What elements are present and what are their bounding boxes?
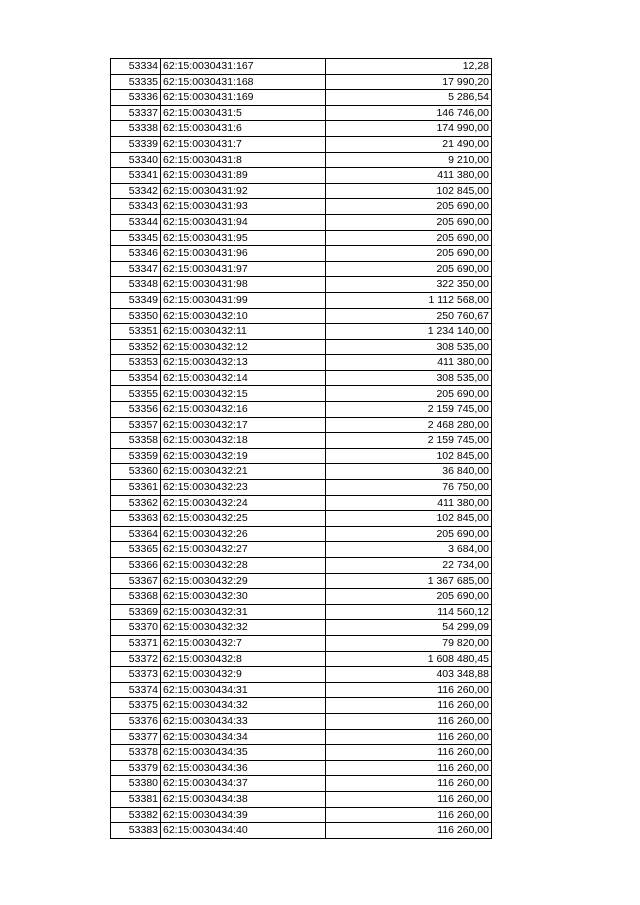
table-row (111, 448, 492, 464)
cadastral-value-cell: 116 260,00 (326, 698, 492, 714)
cadastral-number-cell: 62:15:0030434:39 (161, 807, 326, 823)
table-row (111, 105, 492, 121)
cadastral-number-cell: 62:15:0030432:31 (161, 604, 326, 620)
row-number-cell: 53354 (111, 370, 161, 386)
table-row (111, 823, 492, 839)
table-row (111, 760, 492, 776)
row-number-cell: 53341 (111, 168, 161, 184)
cadastral-number-cell: 62:15:0030434:32 (161, 698, 326, 714)
cadastral-value-cell: 2 159 745,00 (326, 433, 492, 449)
cadastral-value-cell: 205 690,00 (326, 589, 492, 605)
row-number-cell: 53367 (111, 573, 161, 589)
cadastral-value-table (110, 58, 492, 839)
row-number-cell: 53344 (111, 214, 161, 230)
cadastral-value-cell: 102 845,00 (326, 511, 492, 527)
table-row (111, 776, 492, 792)
cadastral-number-cell: 62:15:0030434:40 (161, 823, 326, 839)
cadastral-value-cell: 205 690,00 (326, 230, 492, 246)
table-row (111, 168, 492, 184)
table-body (111, 59, 492, 839)
row-number-cell: 53376 (111, 713, 161, 729)
cadastral-value-cell: 36 840,00 (326, 464, 492, 480)
cadastral-value-cell: 116 260,00 (326, 713, 492, 729)
cadastral-number-cell: 62:15:0030432:32 (161, 620, 326, 636)
cadastral-number-cell: 62:15:0030432:26 (161, 526, 326, 542)
table-row (111, 745, 492, 761)
row-number-cell: 53368 (111, 589, 161, 605)
cadastral-number-cell: 62:15:0030431:5 (161, 105, 326, 121)
cadastral-value-cell: 9 210,00 (326, 152, 492, 168)
table-row (111, 386, 492, 402)
cadastral-value-cell: 12,28 (326, 59, 492, 75)
table-row (111, 573, 492, 589)
cadastral-number-cell: 62:15:0030431:8 (161, 152, 326, 168)
cadastral-number-cell: 62:15:0030434:33 (161, 713, 326, 729)
table-row (111, 370, 492, 386)
row-number-cell: 53364 (111, 526, 161, 542)
cadastral-number-cell: 62:15:0030431:97 (161, 261, 326, 277)
row-number-cell: 53365 (111, 542, 161, 558)
table-row (111, 261, 492, 277)
table-row (111, 464, 492, 480)
row-number-cell: 53349 (111, 292, 161, 308)
cadastral-number-cell: 62:15:0030431:168 (161, 74, 326, 90)
row-number-cell: 53377 (111, 729, 161, 745)
cadastral-number-cell: 62:15:0030432:23 (161, 480, 326, 496)
table-row (111, 713, 492, 729)
cadastral-number-cell: 62:15:0030431:89 (161, 168, 326, 184)
cadastral-number-cell: 62:15:0030432:30 (161, 589, 326, 605)
table-row (111, 620, 492, 636)
cadastral-value-cell: 1 608 480,45 (326, 651, 492, 667)
row-number-cell: 53352 (111, 339, 161, 355)
cadastral-value-cell: 205 690,00 (326, 261, 492, 277)
cadastral-value-cell: 411 380,00 (326, 168, 492, 184)
row-number-cell: 53382 (111, 807, 161, 823)
cadastral-value-cell: 116 260,00 (326, 760, 492, 776)
cadastral-value-cell: 17 990,20 (326, 74, 492, 90)
cadastral-number-cell: 62:15:0030434:31 (161, 682, 326, 698)
row-number-cell: 53342 (111, 183, 161, 199)
row-number-cell: 53370 (111, 620, 161, 636)
table-row (111, 230, 492, 246)
row-number-cell: 53379 (111, 760, 161, 776)
table-row (111, 199, 492, 215)
cadastral-number-cell: 62:15:0030432:16 (161, 402, 326, 418)
table-row (111, 402, 492, 418)
cadastral-number-cell: 62:15:0030431:169 (161, 90, 326, 106)
row-number-cell: 53380 (111, 776, 161, 792)
cadastral-value-cell: 1 367 685,00 (326, 573, 492, 589)
table-row (111, 136, 492, 152)
cadastral-value-cell: 102 845,00 (326, 183, 492, 199)
row-number-cell: 53345 (111, 230, 161, 246)
table-row (111, 339, 492, 355)
table-row (111, 59, 492, 75)
table-row (111, 667, 492, 683)
cadastral-number-cell: 62:15:0030432:18 (161, 433, 326, 449)
cadastral-number-cell: 62:15:0030432:12 (161, 339, 326, 355)
cadastral-number-cell: 62:15:0030432:28 (161, 558, 326, 574)
row-number-cell: 53383 (111, 823, 161, 839)
table-row (111, 417, 492, 433)
row-number-cell: 53358 (111, 433, 161, 449)
cadastral-value-cell: 1 112 568,00 (326, 292, 492, 308)
row-number-cell: 53373 (111, 667, 161, 683)
table-row (111, 324, 492, 340)
cadastral-value-cell: 116 260,00 (326, 745, 492, 761)
row-number-cell: 53336 (111, 90, 161, 106)
row-number-cell: 53372 (111, 651, 161, 667)
cadastral-value-cell: 21 490,00 (326, 136, 492, 152)
row-number-cell: 53348 (111, 277, 161, 293)
row-number-cell: 53360 (111, 464, 161, 480)
cadastral-value-cell: 116 260,00 (326, 823, 492, 839)
row-number-cell: 53374 (111, 682, 161, 698)
row-number-cell: 53357 (111, 417, 161, 433)
row-number-cell: 53353 (111, 355, 161, 371)
row-number-cell: 53347 (111, 261, 161, 277)
table-row (111, 214, 492, 230)
cadastral-number-cell: 62:15:0030431:6 (161, 121, 326, 137)
row-number-cell: 53356 (111, 402, 161, 418)
row-number-cell: 53371 (111, 635, 161, 651)
cadastral-value-cell: 114 560,12 (326, 604, 492, 620)
cadastral-value-cell: 5 286,54 (326, 90, 492, 106)
cadastral-value-cell: 79 820,00 (326, 635, 492, 651)
cadastral-value-cell: 116 260,00 (326, 729, 492, 745)
cadastral-number-cell: 62:15:0030434:34 (161, 729, 326, 745)
cadastral-value-cell: 411 380,00 (326, 495, 492, 511)
row-number-cell: 53355 (111, 386, 161, 402)
row-number-cell: 53340 (111, 152, 161, 168)
table-row (111, 698, 492, 714)
cadastral-number-cell: 62:15:0030432:10 (161, 308, 326, 324)
cadastral-value-cell: 205 690,00 (326, 386, 492, 402)
cadastral-value-cell: 205 690,00 (326, 526, 492, 542)
row-number-cell: 53361 (111, 480, 161, 496)
cadastral-value-cell: 250 760,67 (326, 308, 492, 324)
cadastral-number-cell: 62:15:0030432:17 (161, 417, 326, 433)
table-row (111, 292, 492, 308)
cadastral-value-cell: 205 690,00 (326, 199, 492, 215)
row-number-cell: 53339 (111, 136, 161, 152)
row-number-cell: 53359 (111, 448, 161, 464)
cadastral-value-cell: 411 380,00 (326, 355, 492, 371)
table-row (111, 277, 492, 293)
cadastral-number-cell: 62:15:0030431:96 (161, 246, 326, 262)
table-row (111, 791, 492, 807)
table-row (111, 246, 492, 262)
cadastral-number-cell: 62:15:0030432:14 (161, 370, 326, 386)
row-number-cell: 53378 (111, 745, 161, 761)
cadastral-number-cell: 62:15:0030431:95 (161, 230, 326, 246)
cadastral-number-cell: 62:15:0030432:13 (161, 355, 326, 371)
cadastral-number-cell: 62:15:0030432:11 (161, 324, 326, 340)
cadastral-value-cell: 146 746,00 (326, 105, 492, 121)
row-number-cell: 53338 (111, 121, 161, 137)
cadastral-number-cell: 62:15:0030434:35 (161, 745, 326, 761)
table-row (111, 152, 492, 168)
cadastral-value-cell: 102 845,00 (326, 448, 492, 464)
table-row (111, 495, 492, 511)
cadastral-number-cell: 62:15:0030432:29 (161, 573, 326, 589)
cadastral-value-cell: 116 260,00 (326, 682, 492, 698)
row-number-cell: 53363 (111, 511, 161, 527)
table-row (111, 183, 492, 199)
cadastral-value-cell: 22 734,00 (326, 558, 492, 574)
row-number-cell: 53369 (111, 604, 161, 620)
table-row (111, 682, 492, 698)
cadastral-value-cell: 116 260,00 (326, 807, 492, 823)
cadastral-number-cell: 62:15:0030431:92 (161, 183, 326, 199)
cadastral-number-cell: 62:15:0030431:94 (161, 214, 326, 230)
cadastral-value-cell: 403 348,88 (326, 667, 492, 683)
table-row (111, 542, 492, 558)
table-row (111, 308, 492, 324)
cadastral-number-cell: 62:15:0030432:9 (161, 667, 326, 683)
row-number-cell: 53375 (111, 698, 161, 714)
cadastral-value-cell: 2 468 280,00 (326, 417, 492, 433)
table-row (111, 433, 492, 449)
cadastral-number-cell: 62:15:0030432:15 (161, 386, 326, 402)
cadastral-number-cell: 62:15:0030432:8 (161, 651, 326, 667)
table-row (111, 526, 492, 542)
cadastral-value-cell: 205 690,00 (326, 246, 492, 262)
cadastral-value-cell: 116 260,00 (326, 791, 492, 807)
row-number-cell: 53343 (111, 199, 161, 215)
table-row (111, 121, 492, 137)
row-number-cell: 53334 (111, 59, 161, 75)
table-row (111, 807, 492, 823)
cadastral-value-cell: 1 234 140,00 (326, 324, 492, 340)
table-row (111, 635, 492, 651)
table-row (111, 355, 492, 371)
table-row (111, 729, 492, 745)
cadastral-value-cell: 76 750,00 (326, 480, 492, 496)
row-number-cell: 53350 (111, 308, 161, 324)
cadastral-value-cell: 174 990,00 (326, 121, 492, 137)
row-number-cell: 53346 (111, 246, 161, 262)
row-number-cell: 53362 (111, 495, 161, 511)
cadastral-value-cell: 2 159 745,00 (326, 402, 492, 418)
row-number-cell: 53351 (111, 324, 161, 340)
cadastral-number-cell: 62:15:0030432:7 (161, 635, 326, 651)
cadastral-number-cell: 62:15:0030431:167 (161, 59, 326, 75)
cadastral-value-cell: 54 299,09 (326, 620, 492, 636)
cadastral-number-cell: 62:15:0030431:99 (161, 292, 326, 308)
cadastral-number-cell: 62:15:0030432:19 (161, 448, 326, 464)
table-row (111, 589, 492, 605)
row-number-cell: 53335 (111, 74, 161, 90)
cadastral-number-cell: 62:15:0030431:93 (161, 199, 326, 215)
table-row (111, 90, 492, 106)
cadastral-number-cell: 62:15:0030434:38 (161, 791, 326, 807)
row-number-cell: 53366 (111, 558, 161, 574)
cadastral-value-cell: 3 684,00 (326, 542, 492, 558)
cadastral-number-cell: 62:15:0030434:37 (161, 776, 326, 792)
cadastral-value-cell: 205 690,00 (326, 214, 492, 230)
cadastral-number-cell: 62:15:0030432:24 (161, 495, 326, 511)
table-row (111, 480, 492, 496)
table-row (111, 74, 492, 90)
cadastral-number-cell: 62:15:0030432:25 (161, 511, 326, 527)
cadastral-value-cell: 308 535,00 (326, 339, 492, 355)
cadastral-number-cell: 62:15:0030431:7 (161, 136, 326, 152)
cadastral-value-cell: 308 535,00 (326, 370, 492, 386)
cadastral-value-cell: 116 260,00 (326, 776, 492, 792)
row-number-cell: 53337 (111, 105, 161, 121)
cadastral-number-cell: 62:15:0030432:21 (161, 464, 326, 480)
table-row (111, 511, 492, 527)
cadastral-number-cell: 62:15:0030434:36 (161, 760, 326, 776)
cadastral-value-cell: 322 350,00 (326, 277, 492, 293)
cadastral-number-cell: 62:15:0030431:98 (161, 277, 326, 293)
table-row (111, 604, 492, 620)
row-number-cell: 53381 (111, 791, 161, 807)
table-row (111, 558, 492, 574)
table-row (111, 651, 492, 667)
cadastral-number-cell: 62:15:0030432:27 (161, 542, 326, 558)
